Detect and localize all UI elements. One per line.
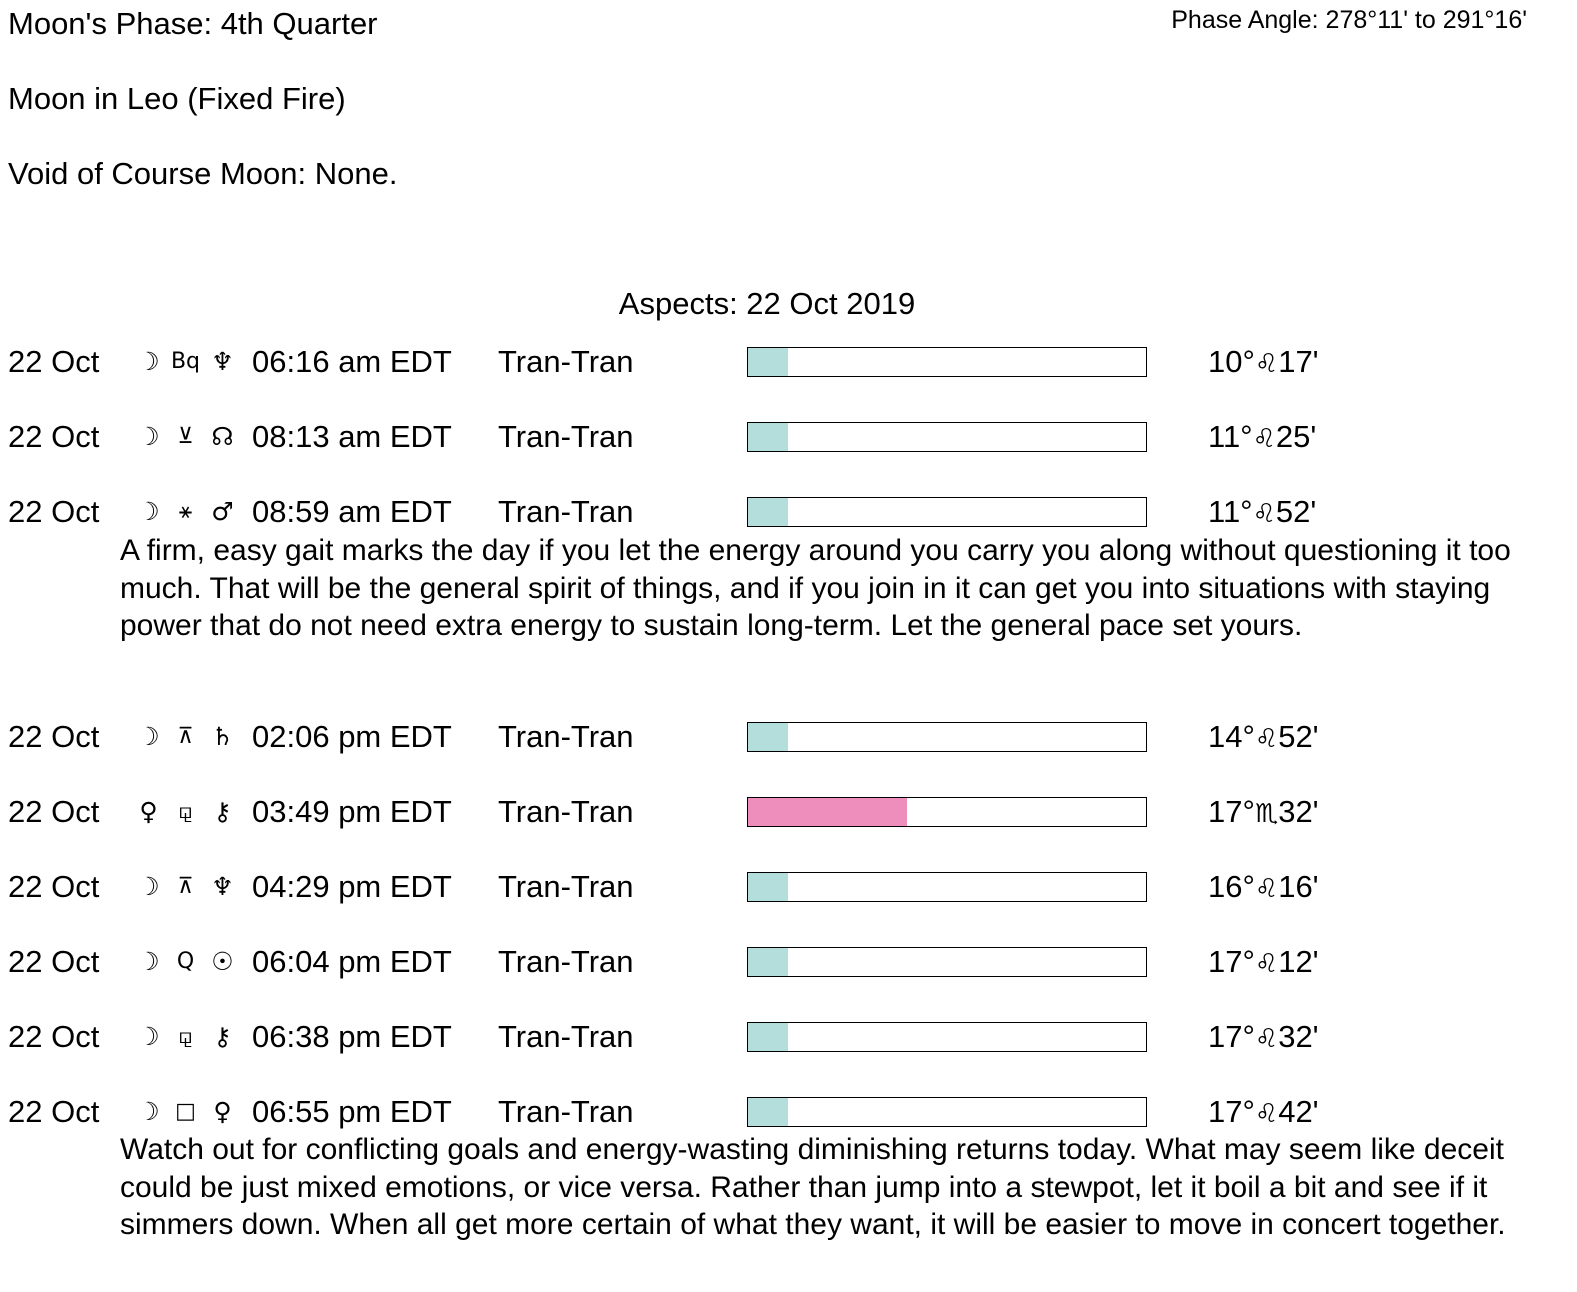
north-node-icon: ☊: [211, 422, 234, 451]
semisextile-icon: ⊻: [177, 424, 194, 449]
position-minute: 52': [1278, 719, 1319, 754]
neptune-icon: ♆: [211, 347, 234, 376]
aspect-time: 06:55 pm EDT: [252, 1094, 452, 1129]
aspect-type: Tran-Tran: [498, 719, 634, 754]
leo-icon: ♌: [1254, 349, 1279, 379]
aspect-glyphs: [130, 1017, 242, 1057]
moon-icon: ☽: [137, 347, 160, 376]
sesquiquadrate-icon: ⚼: [177, 799, 194, 824]
aspect-date: 22 Oct: [8, 719, 100, 754]
moon-icon: ☽: [137, 1097, 160, 1126]
aspect-date: 22 Oct: [8, 1019, 100, 1054]
aspect-type: Tran-Tran: [498, 344, 634, 379]
aspect-time: 06:04 pm EDT: [252, 944, 452, 979]
position-degree: 11°: [1208, 494, 1253, 529]
aspect-row: [0, 942, 1577, 982]
aspect-date: 22 Oct: [8, 794, 100, 829]
position-minute: 17': [1278, 344, 1319, 379]
position-minute: 32': [1278, 794, 1319, 829]
aspect-type: Tran-Tran: [498, 794, 634, 829]
aspect-position: [1208, 1017, 1319, 1059]
leo-icon: ♌: [1254, 949, 1279, 979]
strength-bar-fill: [748, 498, 788, 526]
biquintile-icon: Bq: [170, 349, 201, 374]
strength-bar-fill: [748, 348, 788, 376]
aspect-time: 06:38 pm EDT: [252, 1019, 452, 1054]
aspect-description: Watch out for conflicting goals and energy-wasting diminishing returns today. What may seem like deceit could be just mixed emotions, or vice versa. Rather than jump into a stewpot, let it boil a bit and see if it simmers down. When all get more certain of what they want, it will be easier to move in concert together.: [120, 1133, 1506, 1241]
position-degree: 17°: [1208, 794, 1255, 829]
aspect-row: [0, 867, 1577, 907]
leo-icon: ♌: [1254, 874, 1279, 904]
strength-bar: [747, 347, 1147, 377]
position-minute: 12': [1278, 944, 1319, 979]
chiron-icon: ⚷: [213, 1022, 232, 1051]
sesquiquadrate-icon: ⚼: [177, 1024, 194, 1049]
quintile-icon: Q: [176, 949, 195, 974]
moon-icon: ☽: [137, 497, 160, 526]
aspect-glyphs: [130, 867, 242, 907]
aspect-glyphs: [130, 717, 242, 757]
aspect-row: [0, 1092, 1577, 1132]
aspect-time: 08:13 am EDT: [252, 419, 452, 454]
leo-icon: ♌: [1252, 499, 1276, 529]
moon-icon: ☽: [137, 872, 160, 901]
moon-phase: Moon's Phase: 4th Quarter: [8, 6, 378, 41]
strength-bar-fill: [748, 798, 907, 826]
position-degree: 14°: [1208, 719, 1255, 754]
quincunx-icon: ⊼: [177, 724, 194, 749]
aspect-type: Tran-Tran: [498, 1094, 634, 1129]
strength-bar-fill: [748, 1023, 788, 1051]
aspect-date: 22 Oct: [8, 869, 100, 904]
aspect-time: 02:06 pm EDT: [252, 719, 452, 754]
aspect-description: A firm, easy gait marks the day if you let the energy around you carry you along without questioning it too much. That will be the general spirit of things, and if you join in it can get you into situations with staying power that do not need extra energy to sustain long-term. Let the general pace set yours.: [120, 534, 1511, 642]
strength-bar: [747, 797, 1147, 827]
position-minute: 52': [1275, 494, 1317, 529]
chiron-icon: ⚷: [213, 797, 232, 826]
aspect-date: 22 Oct: [8, 344, 100, 379]
strength-bar: [747, 497, 1147, 527]
strength-bar-fill: [748, 948, 788, 976]
aspect-type: Tran-Tran: [498, 494, 634, 529]
strength-bar-fill: [748, 873, 788, 901]
aspect-row: [0, 1017, 1577, 1057]
aspect-time: 08:59 am EDT: [252, 494, 452, 529]
strength-bar: [747, 1097, 1147, 1127]
aspect-date: 22 Oct: [8, 1094, 100, 1129]
aspect-date: 22 Oct: [8, 494, 100, 529]
aspect-time: 03:49 pm EDT: [252, 794, 452, 829]
aspect-type: Tran-Tran: [498, 419, 634, 454]
aspect-row: [0, 417, 1577, 457]
moon-sign: Moon in Leo (Fixed Fire): [8, 81, 346, 116]
aspects-title: Aspects: 22 Oct 2019: [618, 286, 916, 321]
strength-bar-fill: [748, 423, 788, 451]
position-minute: 42': [1278, 1094, 1319, 1129]
aspect-position: [1208, 1092, 1319, 1134]
aspect-glyphs: [130, 942, 242, 982]
leo-icon: ♌: [1252, 424, 1276, 454]
venus-icon: ♀: [213, 1097, 232, 1126]
strength-bar: [747, 947, 1147, 977]
void-of-course: Void of Course Moon: None.: [8, 156, 398, 191]
leo-icon: ♌: [1254, 1099, 1279, 1129]
mars-icon: ♂: [211, 497, 234, 526]
position-degree: 11°: [1208, 419, 1253, 454]
strength-bar-fill: [748, 723, 788, 751]
quincunx-icon: ⊼: [177, 874, 194, 899]
position-degree: 17°: [1208, 944, 1255, 979]
aspect-row: [0, 717, 1577, 757]
saturn-icon: ♄: [211, 722, 234, 751]
aspect-glyphs: [130, 342, 242, 382]
square-icon: □: [175, 1099, 196, 1124]
strength-bar: [747, 722, 1147, 752]
aspect-date: 22 Oct: [8, 944, 100, 979]
moon-icon: ☽: [137, 722, 160, 751]
strength-bar: [747, 422, 1147, 452]
aspect-type: Tran-Tran: [498, 1019, 634, 1054]
aspect-time: 04:29 pm EDT: [252, 869, 452, 904]
aspect-glyphs: [130, 492, 242, 532]
neptune-icon: ♆: [211, 872, 234, 901]
aspect-position: [1208, 867, 1319, 909]
scorpio-icon: ♏: [1254, 799, 1279, 829]
position-degree: 16°: [1208, 869, 1255, 904]
aspect-position: [1208, 792, 1319, 834]
strength-bar-fill: [748, 1098, 788, 1126]
phase-angle: Phase Angle: 278°11' to 291°16': [1171, 6, 1527, 34]
aspect-row: [0, 492, 1577, 532]
aspect-type: Tran-Tran: [498, 944, 634, 979]
aspect-time: 06:16 am EDT: [252, 344, 452, 379]
position-degree: 17°: [1208, 1094, 1255, 1129]
aspect-glyphs: [130, 792, 242, 832]
strength-bar: [747, 872, 1147, 902]
aspect-row: [0, 792, 1577, 832]
aspect-position: [1208, 492, 1316, 534]
leo-icon: ♌: [1254, 1024, 1279, 1054]
position-minute: 32': [1278, 1019, 1319, 1054]
aspect-position: [1208, 942, 1319, 984]
moon-icon: ☽: [137, 1022, 160, 1051]
aspect-glyphs: [130, 417, 242, 457]
leo-icon: ♌: [1254, 724, 1279, 754]
venus-icon: ♀: [139, 797, 158, 826]
moon-icon: ☽: [137, 422, 160, 451]
sun-icon: ☉: [211, 947, 234, 976]
aspect-glyphs: [130, 1092, 242, 1132]
aspect-position: [1208, 342, 1319, 384]
strength-bar: [747, 1022, 1147, 1052]
aspect-position: [1208, 717, 1319, 759]
position-minute: 16': [1278, 869, 1319, 904]
aspect-type: Tran-Tran: [498, 869, 634, 904]
position-degree: 10°: [1208, 344, 1255, 379]
aspect-date: 22 Oct: [8, 419, 100, 454]
sextile-icon: ⚹: [178, 499, 193, 524]
position-degree: 17°: [1208, 1019, 1255, 1054]
moon-icon: ☽: [137, 947, 160, 976]
aspect-row: [0, 342, 1577, 382]
aspect-position: [1208, 417, 1316, 459]
position-minute: 25': [1275, 419, 1317, 454]
